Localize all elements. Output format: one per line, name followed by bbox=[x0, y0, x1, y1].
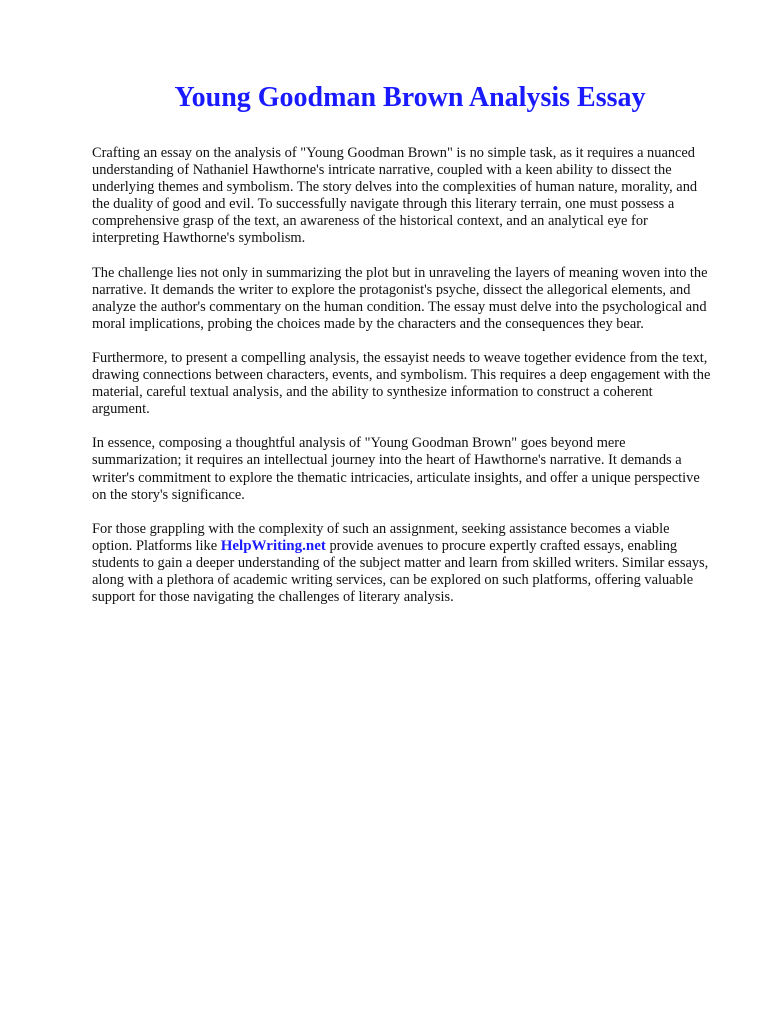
page-title: Young Goodman Brown Analysis Essay bbox=[174, 82, 646, 113]
paragraph-5-after-link: provide avenues to procure expertly crafted essays, enabling students to gain a deeper understanding of the subject matter and learn from skilled writers. Similar essays, along with a plethora of academic writing services, can be explored on such platforms, offering valuable support for those navigating the challenges of literary analysis. bbox=[92, 537, 709, 606]
helpwriting-link[interactable]: HelpWriting.net bbox=[220, 537, 326, 554]
paragraph-3: Furthermore, to present a compelling analysis, the essayist needs to weave together evidence from the text, drawing connections between characters, events, and symbolism. This requires a deep engagement with the material, careful textual analysis, and the ability to synthesize information to construct a coherent argument. bbox=[92, 349, 711, 418]
paragraph-1: Crafting an essay on the analysis of "Young Goodman Brown" is no simple task, as it requires a nuanced understanding of Nathaniel Hawthorne's intricate narrative, coupled with a keen ability to dissect the underlying themes and symbolism. The story delves into the complexities of human nature, morality, and the duality of good and evil. To successfully navigate through this literary terrain, one must possess a comprehensive grasp of the text, an awareness of the historical context, and an analytical eye for interpreting Hawthorne's symbolism. bbox=[92, 145, 698, 247]
essay-body bbox=[92, 145, 712, 623]
paragraph-5 bbox=[92, 521, 712, 606]
paragraph-5-before-link: For those grappling with the complexity of such an assignment, seeking assistance becomes a viable option. Platforms like bbox=[92, 520, 670, 554]
paragraph-2: The challenge lies not only in summarizing the plot but in unraveling the layers of meaning woven into the narrative. It demands the writer to explore the protagonist's psyche, dissect the allegorical elements, and analyze the author's commentary on the human condition. The essay must delve into the psychological and moral implications, probing the choices made by the characters and the consequences they bear. bbox=[92, 264, 708, 332]
paragraph-4: In essence, composing a thoughtful analysis of "Young Goodman Brown" goes beyond mere summarization; it requires an intellectual journey into the heart of Hawthorne's narrative. It demands a writer's commitment to explore the thematic intricacies, articulate insights, and offer a unique perspective on the story's significance. bbox=[92, 435, 700, 503]
